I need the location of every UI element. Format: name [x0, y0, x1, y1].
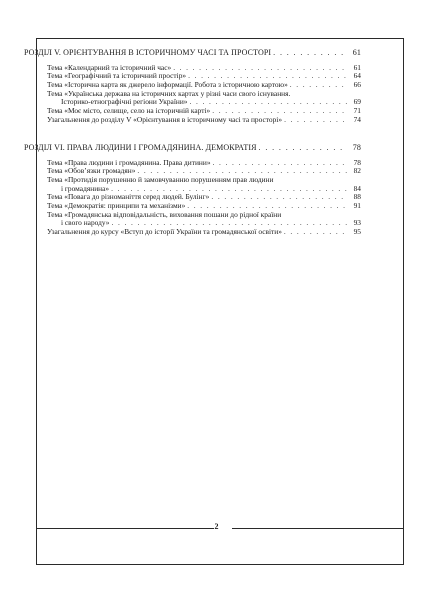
toc-section-5: [24, 48, 361, 124]
leader-dots: [173, 64, 347, 73]
entry-page: 71: [353, 106, 361, 116]
entry-title: Історико-етнографічні регіони України»: [61, 97, 188, 107]
section-title: РОЗДІЛ V. ОРІЄНТУВАННЯ В ІСТОРИЧНОМУ ЧАСІ ТА ПРОСТОРІ: [24, 48, 272, 57]
leader-dots: [211, 193, 347, 202]
page-number: 2: [214, 522, 219, 531]
toc-summary[interactable]: [24, 228, 361, 237]
leader-dots: [259, 143, 347, 153]
entry-title: і громадянина»: [61, 183, 110, 193]
entry-page: 91: [353, 201, 361, 211]
entry-title: Узагальнення до розділу V «Орієнтування в історичному часі та просторі»: [47, 114, 283, 124]
entry-title: Тема «Громадянська відповідальність, виховання пошани до рідної країни: [47, 209, 282, 219]
entry-title: і свого народу»: [61, 218, 110, 228]
leader-dots: [213, 159, 347, 168]
entry-title: Тема «Права людини і громадянина. Права дитини»: [47, 157, 211, 167]
section-title: РОЗДІЛ VI. ПРАВА ЛЮДИНИ І ГРОМАДЯНИНА. ДЕМОКРАТІЯ: [24, 143, 257, 152]
entry-title: Тема «Історична карта як джерело інформації. Робота з історичною картою»: [47, 79, 288, 89]
leader-dots: [273, 48, 347, 58]
entry-page: 74: [353, 114, 361, 124]
entry-page: 69: [353, 97, 361, 107]
entry-page: 64: [353, 71, 361, 81]
entry-page: 78: [353, 157, 361, 167]
leader-dots: [284, 228, 347, 237]
entry-page: 84: [353, 183, 361, 193]
entry-page: 95: [353, 227, 361, 237]
entry-title: Тема «Протидія порушенню й замовчуванню порушенням прав людини: [47, 174, 274, 184]
leader-dots: [290, 81, 347, 90]
leader-dots: [284, 116, 347, 125]
entry-page: 88: [353, 192, 361, 202]
section-heading[interactable]: [24, 143, 361, 153]
entry-title: Тема «Обов’язки громадян»: [47, 166, 136, 176]
section-heading[interactable]: [24, 48, 361, 58]
entry-title: Тема «Географічний та історичний простір»: [47, 71, 187, 81]
leader-dots: [190, 98, 348, 107]
toc-summary[interactable]: [24, 116, 361, 125]
entry-title: Тема «Демократія: принципи та механізми»: [47, 201, 186, 211]
entry-page: 66: [353, 79, 361, 89]
entry-title: Узагальнення до курсу «Вступ до історії України та громадянської освіти»: [47, 227, 282, 237]
entry-title: Тема «Календарний та історичний час»: [47, 62, 172, 72]
entry-page: 82: [353, 166, 361, 176]
entry-page: 93: [353, 218, 361, 228]
entry-page: 61: [353, 62, 361, 72]
section-page: 78: [352, 143, 361, 152]
entry-title: Тема «Моє місто, селище, село на історичній карті»: [47, 106, 211, 116]
entry-title: Тема «Повага до різноманіття серед людей. Булінг»: [47, 192, 210, 202]
section-page: 61: [352, 48, 361, 57]
toc-section-6: [24, 143, 361, 237]
entry-title: Тема «Українська держава на історичних картах у різні часи свого існування.: [47, 88, 291, 98]
